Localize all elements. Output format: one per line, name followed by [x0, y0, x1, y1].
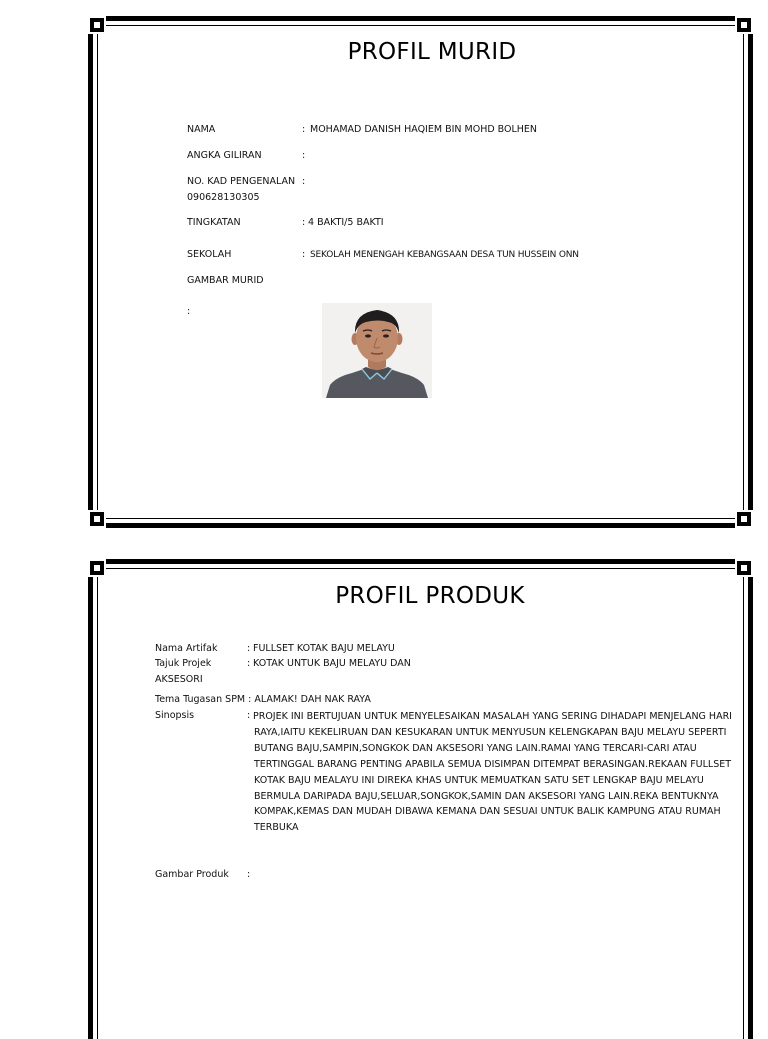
field-colon: :	[247, 643, 251, 654]
frame-right-edge	[748, 577, 753, 1039]
sinopsis-line: PROJEK INI BERTUJUAN UNTUK MENYELESAIKAN MASALAH YANG SERING DIHADAPI MENJELANG HARI	[253, 711, 732, 722]
field-colon: :	[248, 694, 255, 705]
field-label-gambar-murid: GAMBAR MURID	[187, 275, 264, 286]
field-nama-artifak	[155, 642, 395, 656]
frame-corner-top-left	[90, 18, 104, 32]
sinopsis-line: TERTINGGAL BARANG PENTING APABILA SEMUA DISIMPAN DITEMPAT BERASINGAN.REKAAN FULLSET	[254, 758, 732, 770]
frame-bottom-edge	[106, 523, 735, 528]
field-colon: :	[302, 217, 306, 228]
field-label-sekolah: SEKOLAH	[187, 249, 232, 260]
frame-corner-top-left	[90, 561, 104, 575]
field-sekolah	[187, 248, 579, 262]
field-tajuk-projek	[155, 657, 411, 685]
field-value-nama-artifak: FULLSET KOTAK BAJU MELAYU	[253, 643, 395, 654]
field-label-tajuk-projek: Tajuk Projek	[155, 658, 212, 669]
field-colon-gambar: :	[187, 306, 191, 317]
frame-left-inner-line	[97, 577, 98, 1039]
field-colon: :	[302, 176, 306, 187]
frame-top-inner-line	[106, 25, 735, 26]
frame-corner-bottom-left	[90, 512, 104, 526]
sinopsis-line: KOMPAK,KEMAS DAN MUDAH DIBAWA KEMANA DAN SESUAI UNTUK BALIK KAMPUNG ATAU RUMAH	[254, 806, 721, 818]
field-colon: :	[247, 658, 251, 669]
frame-corner-top-right	[737, 561, 751, 575]
field-value-nama: MOHAMAD DANISH HAQIEM BIN MOHD BOLHEN	[310, 124, 538, 135]
field-value-tema-tugasan: ALAMAK! DAH NAK RAYA	[254, 694, 371, 705]
frame-top-edge	[106, 559, 735, 564]
page-title-profil-produk: PROFIL PRODUK	[335, 583, 525, 609]
field-angka-giliran	[187, 149, 306, 163]
field-label-nama: NAMA	[187, 124, 216, 135]
sinopsis-line: BERMULA DARIPADA BAJU,SELUAR,SONGKOK,SAMIN DAN AKSESORI YANG LAIN.REKA BENTUKNYA	[254, 790, 719, 802]
sinopsis-line: BUTANG BAJU,SAMPIN,SONGKOK DAN AKSESORI YANG LAIN.RAMAI YANG TERCARI-CARI ATAU	[254, 742, 697, 754]
field-nama	[187, 123, 538, 137]
frame-corner-bottom-right	[737, 512, 751, 526]
field-colon: :	[247, 869, 251, 880]
field-value-sekolah: SEKOLAH MENENGAH KEBANGSAAN DESA TUN HUSSEIN ONN	[310, 250, 579, 260]
field-sinopsis	[155, 709, 251, 723]
field-value-tingkatan: 4 BAKTI/5 BAKTI	[308, 217, 384, 228]
field-gambar-murid	[187, 274, 303, 288]
field-label-angka-giliran: ANGKA GILIRAN	[187, 150, 262, 161]
student-photo	[322, 303, 432, 398]
frame-left-edge	[88, 577, 93, 1039]
page-title-profil-murid: PROFIL MURID	[347, 39, 517, 65]
field-colon: :	[302, 249, 306, 260]
frame-right-inner-line	[743, 577, 744, 1039]
sinopsis-line: RAYA,IAITU KEKELIRUAN DAN KESUKARAN UNTUK MENYUSUN KELENGKAPAN BAJU MELAYU SEPERTI	[254, 726, 727, 738]
field-label-gambar-produk: Gambar Produk	[155, 869, 229, 880]
frame-right-edge	[748, 34, 753, 510]
field-value-kad-pengenalan: 090628130305	[187, 192, 260, 203]
frame-right-inner-line	[743, 34, 744, 510]
field-colon: :	[302, 124, 306, 135]
field-tingkatan	[187, 216, 384, 230]
field-label-kad-pengenalan: NO. KAD PENGENALAN	[187, 176, 296, 187]
field-kad-pengenalan	[187, 175, 306, 203]
field-label-nama-artifak: Nama Artifak	[155, 643, 218, 654]
field-label-tema-tugasan: Tema Tugasan SPM	[155, 694, 246, 705]
field-tema-tugasan	[155, 693, 371, 707]
field-gambar-produk	[155, 868, 251, 882]
field-colon: :	[302, 150, 306, 161]
field-value-tajuk-projek-cont: AKSESORI	[155, 674, 203, 685]
field-value-tajuk-projek: KOTAK UNTUK BAJU MELAYU DAN	[253, 658, 411, 669]
sinopsis-text	[253, 709, 732, 836]
sinopsis-line: TERBUKA	[254, 822, 299, 834]
frame-left-inner-line	[97, 34, 98, 510]
page-frame-profil-murid	[88, 16, 753, 528]
field-label-tingkatan: TINGKATAN	[187, 217, 241, 228]
field-colon: :	[247, 710, 251, 721]
frame-top-inner-line	[106, 568, 735, 569]
frame-top-edge	[106, 16, 735, 21]
frame-corner-top-right	[737, 18, 751, 32]
sinopsis-line: KOTAK BAJU MEALAYU INI DIREKA KHAS UNTUK MEMUATKAN SATU SET LENGKAP BAJU MELAYU	[254, 774, 704, 786]
frame-bottom-inner-line	[106, 518, 735, 519]
field-label-sinopsis: Sinopsis	[155, 710, 195, 721]
frame-left-edge	[88, 34, 93, 510]
